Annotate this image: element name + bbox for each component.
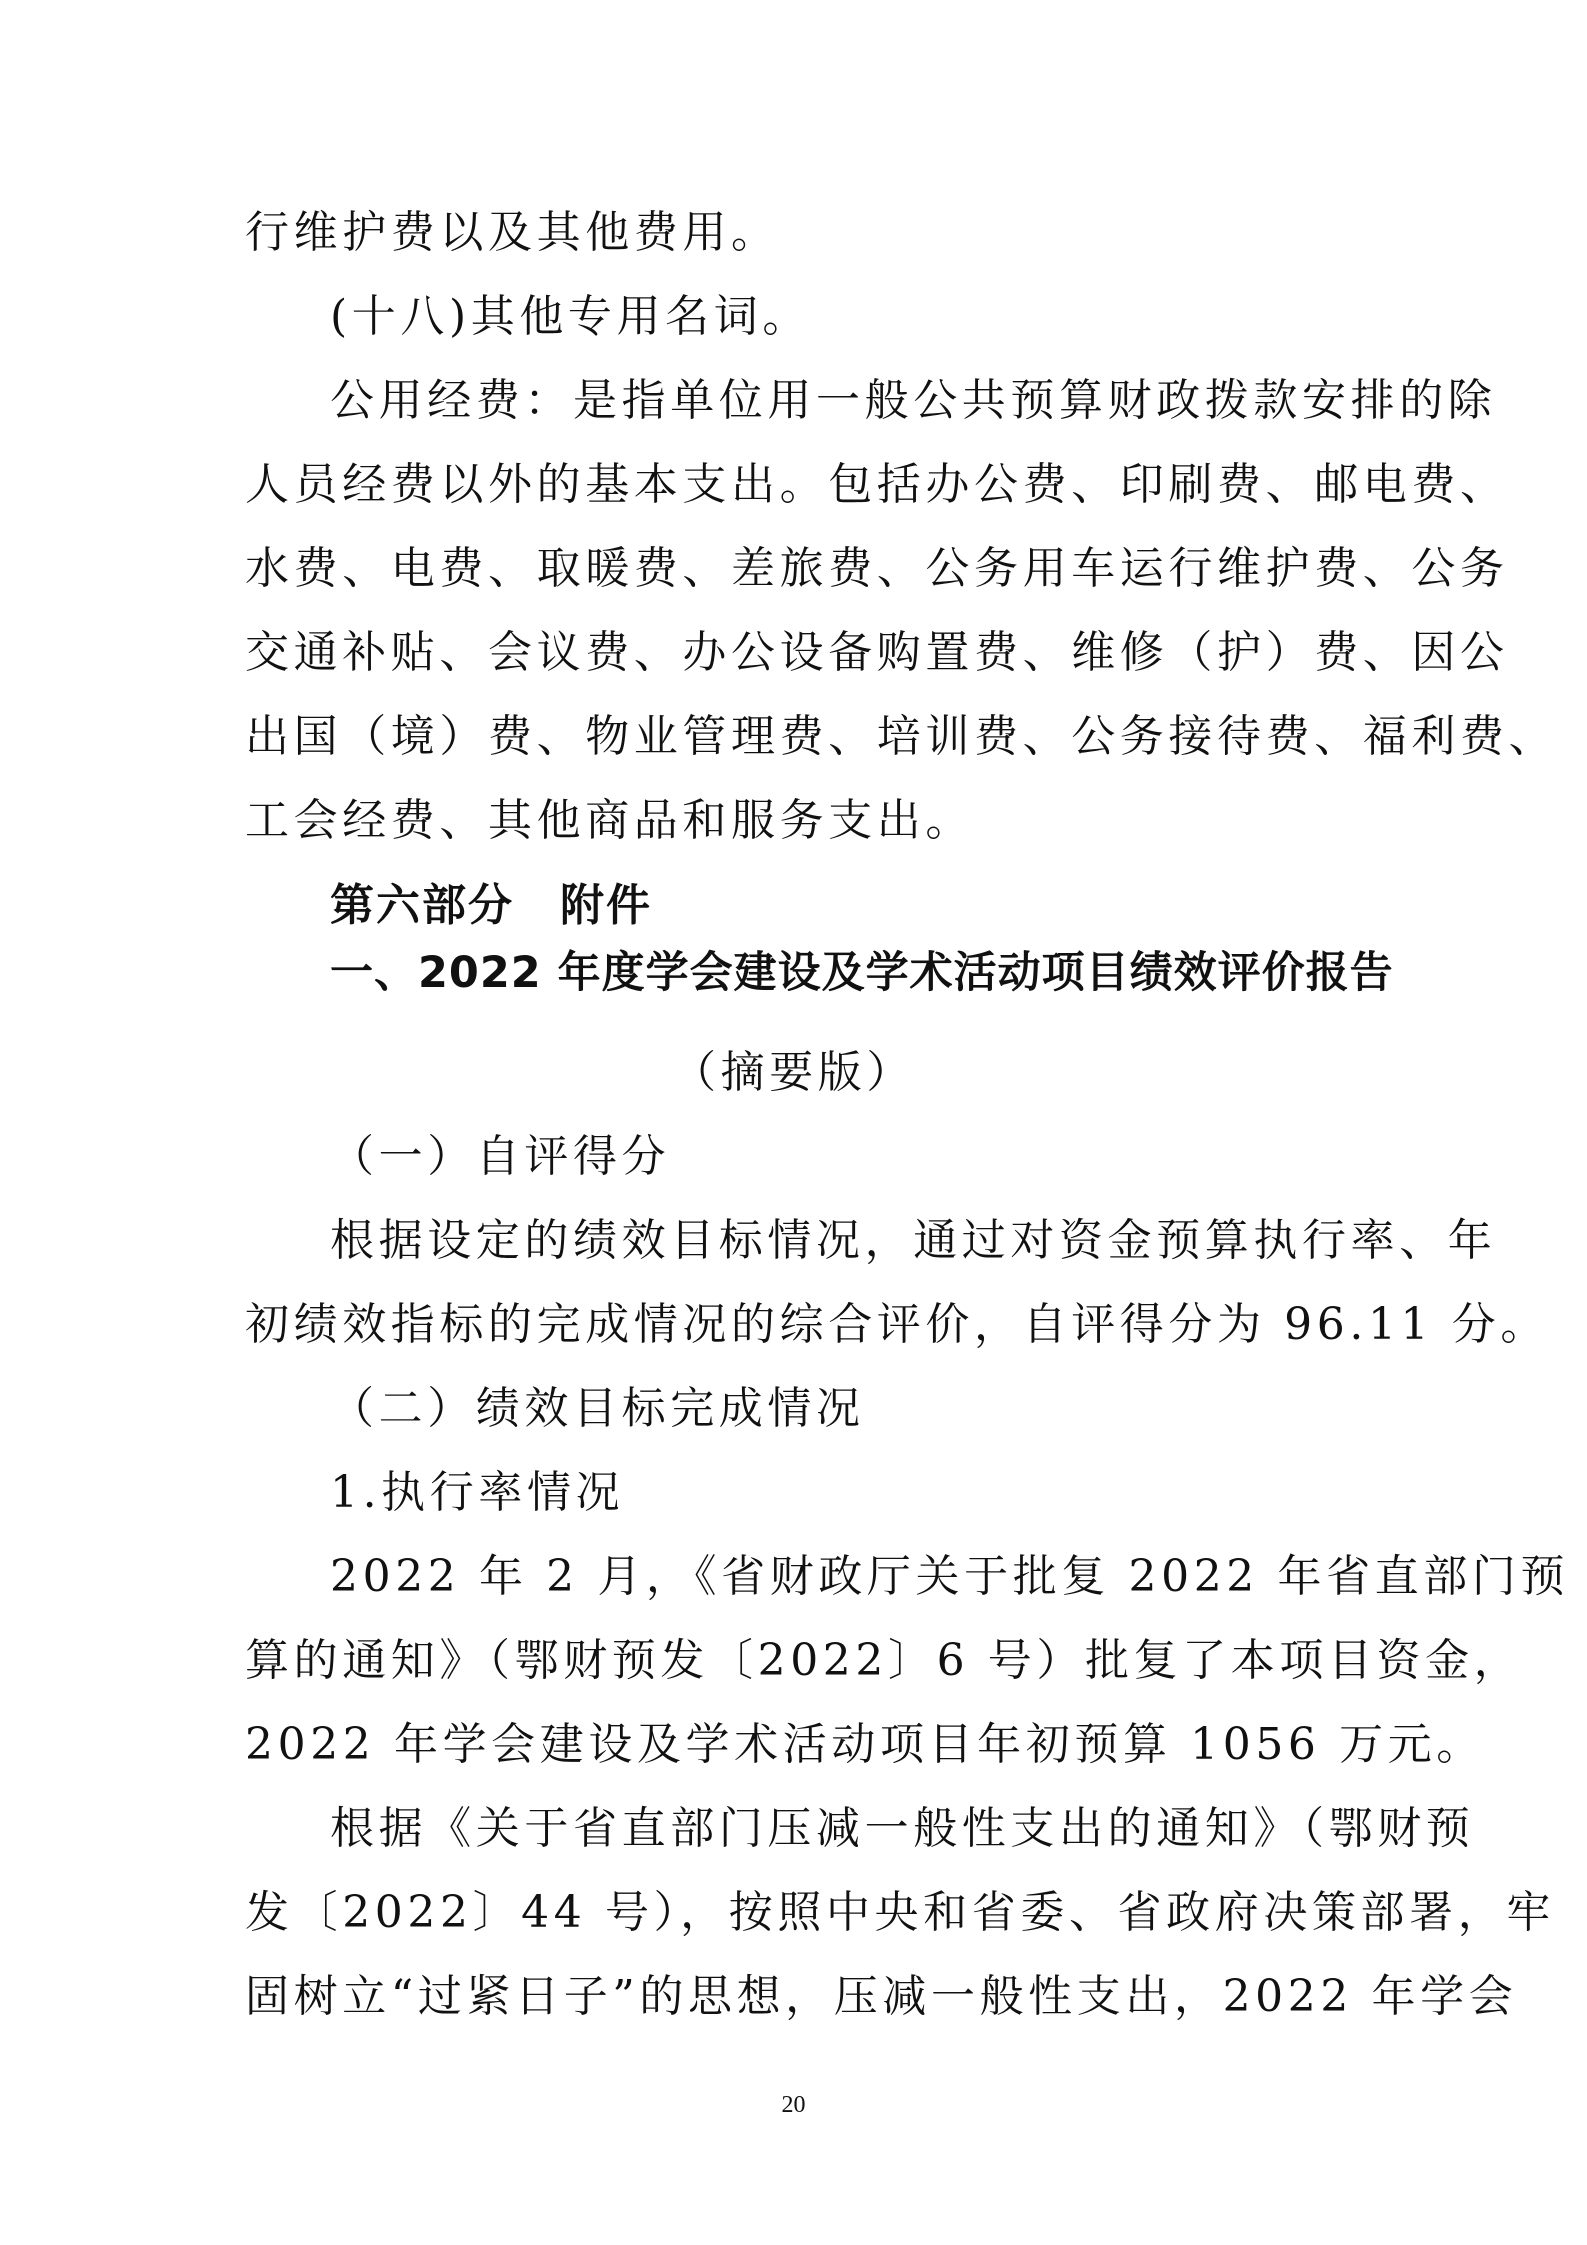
- body-line: 2022 年 2 月，《省财政厅关于批复 2022 年省直部门预: [330, 1551, 1570, 1602]
- body-line: 根据设定的绩效目标情况，通过对资金预算执行率、年: [330, 1215, 1497, 1266]
- body-line: 根据《关于省直部门压减一般性支出的通知》（鄂财预: [330, 1803, 1475, 1854]
- report-title: 一、2022 年度学会建设及学术活动项目绩效评价报告: [330, 948, 1394, 998]
- section-subheading: (十八)其他专用名词。: [330, 291, 811, 342]
- report-subtitle: （摘要版）: [672, 1047, 915, 1098]
- body-line: 水费、电费、取暖费、差旅费、公务用车运行维护费、公务: [245, 543, 1509, 594]
- part-heading: 第六部分 附件: [330, 880, 652, 931]
- body-line: 算的通知》（鄂财预发〔2022〕6 号）批复了本项目资金，: [245, 1635, 1523, 1686]
- section-heading-goals: （二）绩效目标完成情况: [330, 1383, 865, 1434]
- body-line: 固树立“过紧日子”的思想，压减一般性支出，2022 年学会: [245, 1971, 1518, 2022]
- body-line: 行维护费以及其他费用。: [245, 207, 780, 258]
- body-line: 交通补贴、会议费、办公设备购置费、维修（护）费、因公: [245, 627, 1509, 678]
- body-line: 工会经费、其他商品和服务支出。: [245, 795, 974, 846]
- body-line: 出国（境）费、物业管理费、培训费、公务接待费、福利费、: [245, 711, 1558, 762]
- subsection-heading: 1.执行率情况: [330, 1467, 625, 1518]
- body-line: 公用经费：是指单位用一般公共预算财政拨款安排的除: [330, 375, 1497, 426]
- body-line: 发〔2022〕44 号），按照中央和省委、省政府决策部署，牢: [245, 1887, 1555, 1938]
- body-line: 人员经费以外的基本支出。包括办公费、印刷费、邮电费、: [245, 459, 1509, 510]
- page-number: 20: [781, 2092, 806, 2118]
- body-line: 初绩效指标的完成情况的综合评价，自评得分为 96.11 分。: [245, 1299, 1549, 1350]
- body-line: 2022 年学会建设及学术活动项目年初预算 1056 万元。: [245, 1719, 1485, 1770]
- section-heading-self-score: （一）自评得分: [330, 1131, 671, 1182]
